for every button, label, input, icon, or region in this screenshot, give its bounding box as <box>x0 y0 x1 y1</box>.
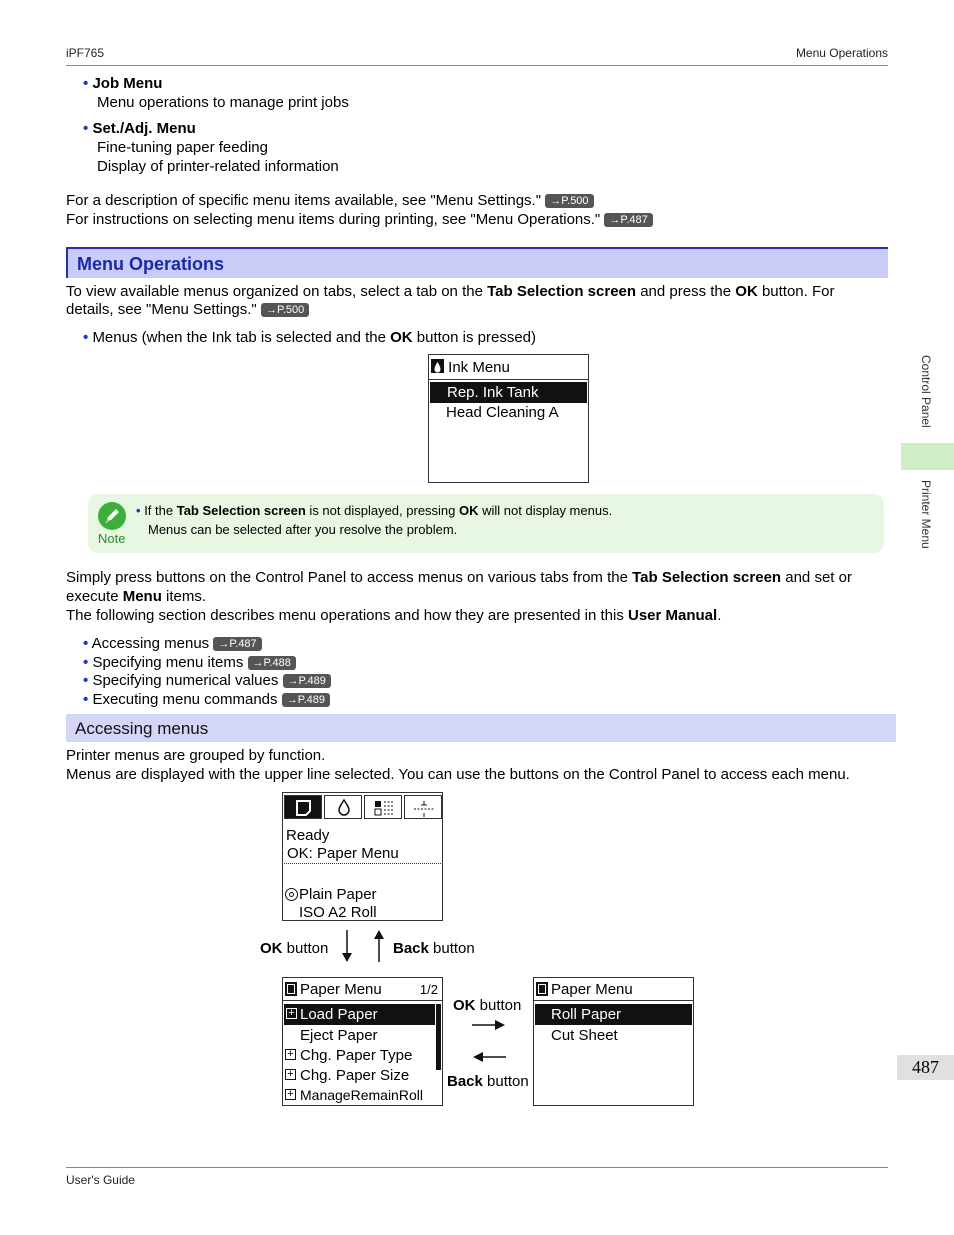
ink-drop-icon <box>325 796 363 820</box>
lcd-paper-size: ISO A2 Roll <box>299 904 377 921</box>
note-box <box>88 494 884 553</box>
para2-line3: The following section describes menu operations and how they are presented in this User Manual. <box>66 607 722 624</box>
page-ref-link[interactable]: →P.489 <box>283 674 331 688</box>
section-heading-menu-operations: Menu Operations <box>66 247 888 278</box>
section1-paragraph-line1: To view available menus organized on tabs, select a tab on the Tab Selection screen and press the OK button. For <box>66 283 835 300</box>
section2-line2: Menus are displayed with the upper line selected. You can use the buttons on the Control Panel to access each menu. <box>66 766 850 783</box>
section-heading-accessing-menus: Accessing menus <box>66 714 896 742</box>
link-item: • Specifying menu items →P.488 <box>83 653 296 672</box>
ok-button-label: OK button <box>260 940 329 957</box>
desc-line-operations: For instructions on selecting menu items during printing, see "Menu Operations." →P.487 <box>66 210 653 229</box>
paper-submenu-title-row: Paper Menu <box>534 979 693 1001</box>
note-label: Note <box>98 531 126 546</box>
tab-selection-lcd <box>282 792 443 921</box>
paper-submenu-lcd <box>533 977 694 1106</box>
paper-menu-item[interactable]: + Chg. Paper Type <box>283 1045 435 1066</box>
header-product: iPF765 <box>66 46 105 60</box>
header-section: Menu Operations <box>795 46 888 60</box>
desc-line-settings: For a description of specific menu items available, see "Menu Settings." →P.500 <box>66 191 594 210</box>
note-pencil-icon <box>98 502 126 530</box>
note-line1: • If the Tab Selection screen is not displayed, pressing OK will not display menus. <box>136 503 613 518</box>
navigation-arrows-icon <box>338 928 388 964</box>
page-ref-link[interactable]: →P.487 <box>604 213 652 227</box>
paper-menu-scrollbar[interactable] <box>436 1004 441 1070</box>
intro-item-setadj-desc2: Display of printer-related information <box>97 158 339 175</box>
expand-icon: + <box>285 1049 296 1060</box>
paper-submenu-item[interactable]: Cut Sheet <box>551 1027 618 1044</box>
paper-icon <box>285 796 323 820</box>
footer-rule <box>66 1167 888 1168</box>
ok-button-label: OK button <box>453 997 522 1014</box>
section1-bullet: • Menus (when the Ink tab is selected and the OK button is pressed) <box>83 329 537 346</box>
ink-menu-title-row: Ink Menu <box>429 357 588 380</box>
paper-icon <box>285 982 297 996</box>
lcd-status-ok: OK: Paper Menu <box>284 843 441 864</box>
paper-submenu-item-selected[interactable]: Roll Paper <box>535 1004 692 1025</box>
roll-icon <box>285 888 298 901</box>
tab-paper[interactable] <box>284 795 322 819</box>
navigation-arrows-horizontal-icon <box>470 1017 508 1063</box>
note-line2: Menus can be selected after you resolve the problem. <box>148 522 458 537</box>
page-number: 487 <box>897 1055 954 1080</box>
page-ref-link[interactable]: →P.500 <box>545 194 593 208</box>
page-ref-link[interactable]: →P.487 <box>213 637 261 651</box>
expand-icon: + <box>285 1069 296 1080</box>
side-tab-printer-menu[interactable]: Printer Menu <box>919 480 933 549</box>
paper-menu-item[interactable]: + ManageRemainRoll <box>283 1085 435 1106</box>
link-item: • Specifying numerical values →P.489 <box>83 671 331 690</box>
para2-line2: execute Menu items. <box>66 588 207 605</box>
link-item: • Executing menu commands →P.489 <box>83 690 330 709</box>
tab-settings[interactable] <box>404 795 442 819</box>
intro-item-job-desc: Menu operations to manage print jobs <box>97 94 349 111</box>
side-tab-control-panel[interactable]: Control Panel <box>919 355 933 428</box>
section1-paragraph-line2: details, see "Menu Settings." →P.500 <box>66 300 309 319</box>
para2-line1: Simply press buttons on the Control Panel to access menus on various tabs from the Tab Selection screen and set or <box>66 569 852 586</box>
paper-menu-item[interactable]: Eject Paper <box>300 1027 378 1044</box>
tab-job[interactable] <box>364 795 402 819</box>
page-ref-link[interactable]: →P.488 <box>248 656 296 670</box>
job-icon <box>365 796 403 820</box>
link-item: • Accessing menus →P.487 <box>83 634 262 653</box>
side-tab-highlight <box>901 443 954 470</box>
intro-item-setadj: • Set./Adj. Menu <box>83 120 196 137</box>
paper-menu-item-selected[interactable]: + Load Paper <box>284 1004 435 1025</box>
page-ref-link[interactable]: →P.489 <box>282 693 330 707</box>
paper-menu-title-row: Paper Menu 1/2 <box>283 979 442 1001</box>
intro-item-setadj-desc1: Fine-tuning paper feeding <box>97 139 268 156</box>
ink-menu-lcd <box>428 354 589 483</box>
header-rule <box>66 65 888 66</box>
ink-menu-item-selected[interactable]: Rep. Ink Tank <box>430 382 587 403</box>
ink-menu-item[interactable]: Head Cleaning A <box>446 404 559 421</box>
page-indicator: 1/2 <box>419 982 438 997</box>
expand-icon: + <box>286 1008 297 1019</box>
page-ref-link[interactable]: →P.500 <box>261 303 309 317</box>
lcd-status-ready: Ready <box>286 827 330 844</box>
paper-icon <box>536 982 548 996</box>
adjust-icon <box>405 796 443 820</box>
expand-icon: + <box>285 1089 296 1100</box>
footer-title: User's Guide <box>66 1173 135 1187</box>
intro-item-job: • Job Menu <box>83 75 163 92</box>
back-button-label: Back button <box>393 940 475 957</box>
lcd-paper-type: Plain Paper <box>283 884 442 905</box>
paper-menu-lcd <box>282 977 443 1106</box>
paper-menu-item[interactable]: + Chg. Paper Size <box>283 1065 435 1086</box>
tab-ink[interactable] <box>324 795 362 819</box>
back-button-label: Back button <box>447 1073 529 1090</box>
section2-line1: Printer menus are grouped by function. <box>66 747 326 764</box>
ink-drop-icon <box>431 359 444 373</box>
